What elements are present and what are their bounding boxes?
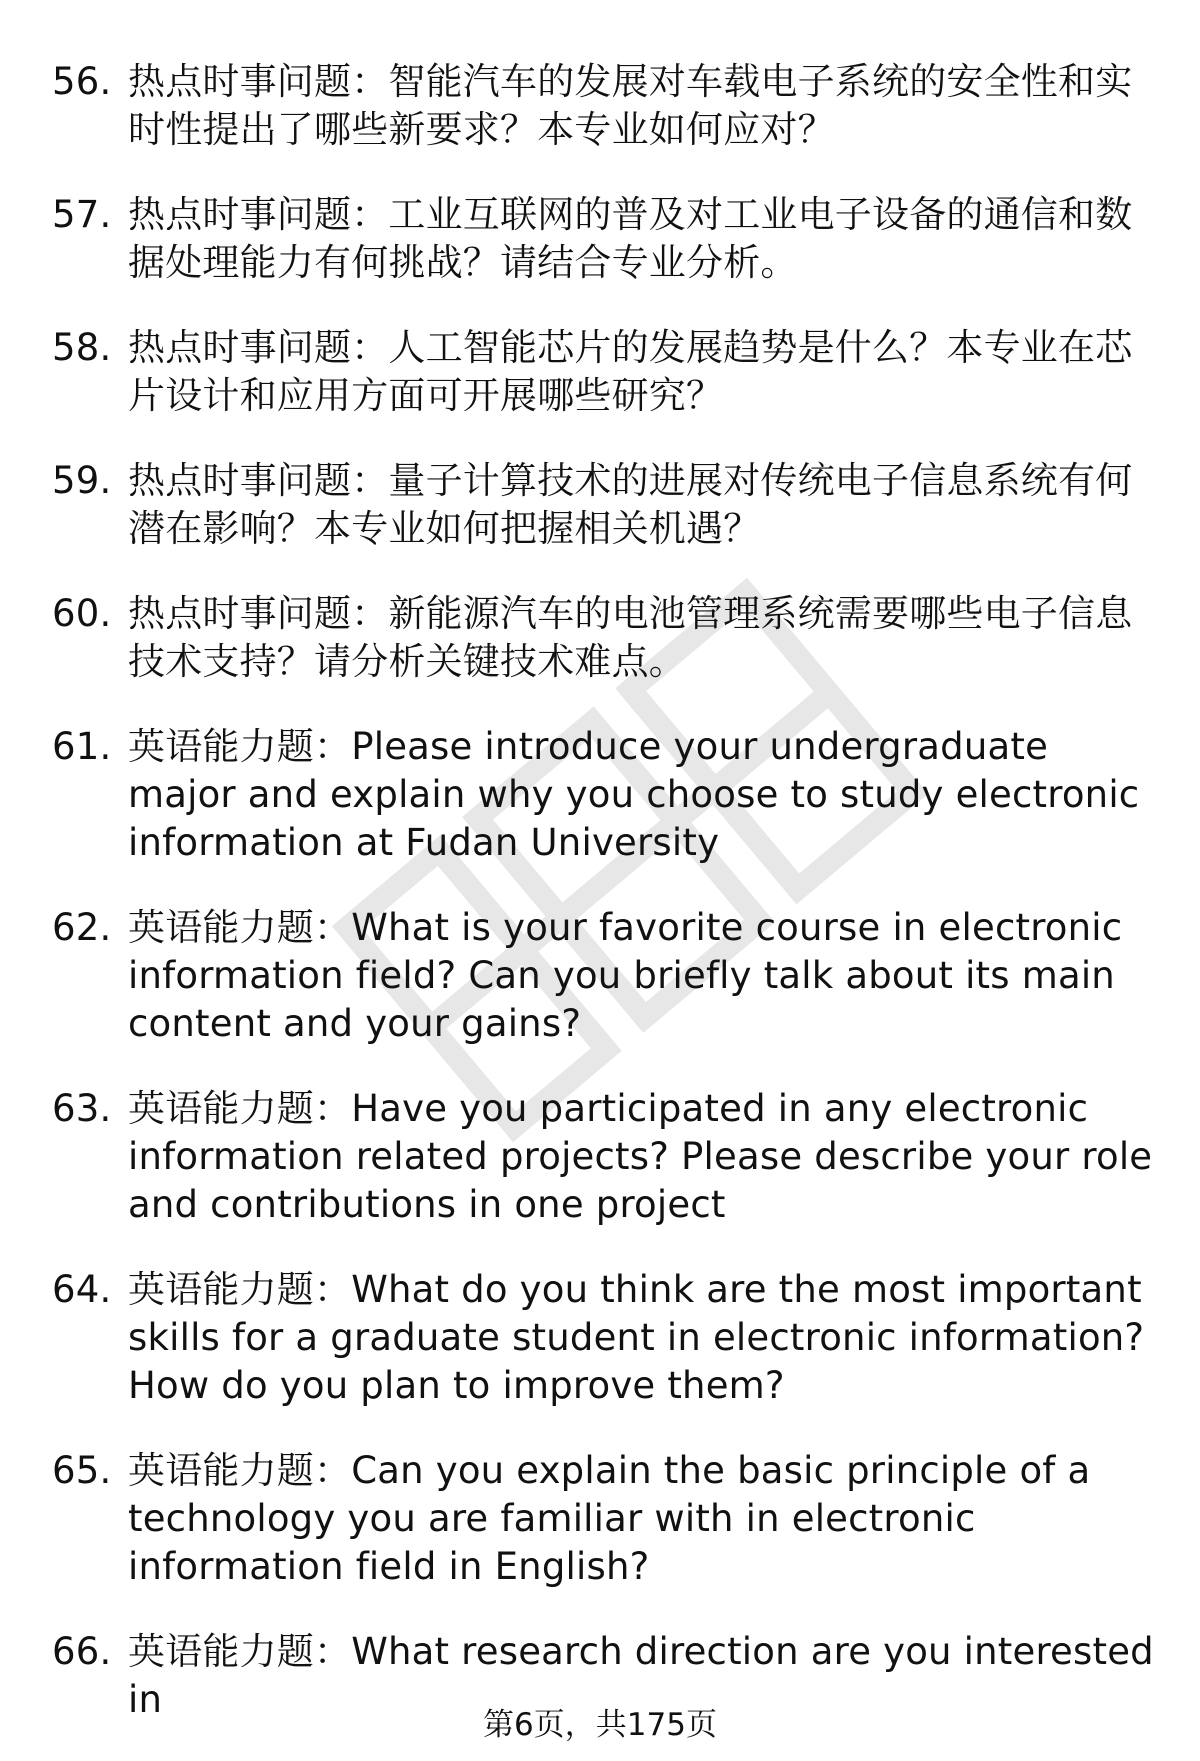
question-number: 59.: [52, 459, 112, 502]
question-category: 英语能力题：: [128, 1630, 352, 1673]
question-text: 智能汽车的发展对车载电子系统的安全性和实时性提出了哪些新要求？本专业如何应对？: [128, 60, 1133, 151]
question-item: [52, 324, 1162, 420]
question-text: What do you think are the most important skills for a graduate student in electronic information? How do you plan to improve them?: [128, 1268, 1145, 1407]
question-list: [52, 58, 1162, 1761]
question-item: [52, 191, 1162, 287]
question-category: 热点时事问题：: [128, 193, 389, 236]
question-number: 63.: [52, 1087, 112, 1130]
question-number: 62.: [52, 906, 112, 949]
question-category: 热点时事问题：: [128, 592, 389, 635]
question-category: 热点时事问题：: [128, 459, 389, 502]
question-category: 英语能力题：: [128, 725, 352, 768]
question-category: 英语能力题：: [128, 1449, 352, 1492]
question-category: 热点时事问题：: [128, 60, 389, 103]
question-item: [52, 904, 1162, 1048]
question-number: 61.: [52, 725, 112, 768]
question-item: [52, 1085, 1162, 1229]
question-number: 65.: [52, 1449, 112, 1492]
question-category: 热点时事问题：: [128, 326, 389, 369]
question-category: 英语能力题：: [128, 1087, 352, 1130]
question-text: 工业互联网的普及对工业电子设备的通信和数据处理能力有何挑战？请结合专业分析。: [128, 193, 1133, 284]
question-item: [52, 1447, 1162, 1591]
question-text: Can you explain the basic principle of a technology you are familiar with in electronic information field in English?: [128, 1449, 1091, 1588]
question-item: [52, 590, 1162, 686]
question-item: [52, 58, 1162, 154]
question-number: 66.: [52, 1630, 112, 1673]
question-item: [52, 723, 1162, 867]
question-text: Please introduce your undergraduate major and explain why you choose to study electronic information at Fudan University: [128, 725, 1140, 864]
question-text: 人工智能芯片的发展趋势是什么？本专业在芯片设计和应用方面可开展哪些研究？: [128, 326, 1133, 417]
question-text: 新能源汽车的电池管理系统需要哪些电子信息技术支持？请分析关键技术难点。: [128, 592, 1133, 683]
question-text: Have you participated in any electronic information related projects? Please describe your role and contributions in one project: [128, 1087, 1153, 1226]
question-number: 57.: [52, 193, 112, 236]
question-number: 64.: [52, 1268, 112, 1311]
question-number: 56.: [52, 60, 112, 103]
question-category: 英语能力题：: [128, 906, 352, 949]
question-text: What research direction are you interested in: [128, 1630, 1154, 1721]
question-item: [52, 1266, 1162, 1410]
question-category: 英语能力题：: [128, 1268, 352, 1311]
question-text: What is your favorite course in electronic information field? Can you briefly talk about its main content and your gains?: [128, 906, 1123, 1045]
question-number: 60.: [52, 592, 112, 635]
page-footer: 第6页，共175页: [483, 1707, 717, 1743]
question-item: [52, 457, 1162, 553]
question-number: 58.: [52, 326, 112, 369]
question-text: 量子计算技术的进展对传统电子信息系统有何潜在影响？本专业如何把握相关机遇？: [128, 459, 1133, 550]
